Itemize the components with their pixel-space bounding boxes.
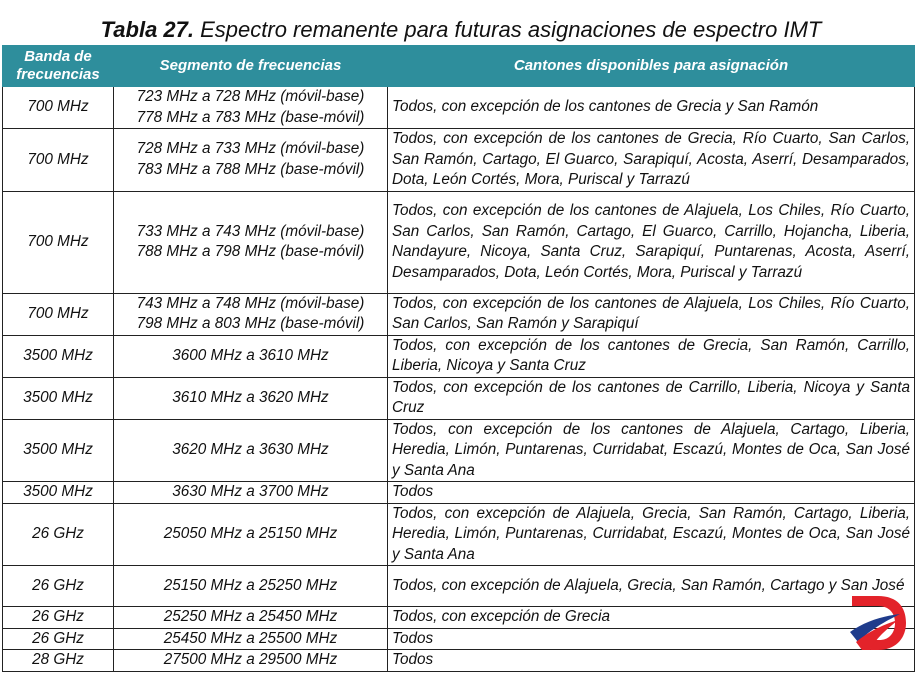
cell-cantones: Todos, con excepción de los cantones de Carrillo, Liberia, Nicoya y Santa Cruz (388, 377, 915, 419)
cell-banda: 26 GHz (3, 628, 114, 650)
cell-segmento (114, 628, 388, 650)
segmento-line: 798 MHz a 803 MHz (base-móvil) (136, 315, 365, 332)
cell-banda: 26 GHz (3, 607, 114, 629)
cell-cantones: Todos, con excepción de los cantones de Alajuela, Los Chiles, Río Cuarto, San Carlos, San Ramón y Sarapiquí (388, 293, 915, 335)
segmento-line: 25250 MHz a 25450 MHz (163, 608, 338, 625)
cell-banda: 3500 MHz (3, 335, 114, 377)
table-row (3, 335, 915, 377)
cell-cantones: Todos (388, 650, 915, 672)
segmento-line: 778 MHz a 783 MHz (base-móvil) (136, 108, 365, 126)
table-row (3, 191, 915, 293)
spectrum-table (2, 45, 915, 672)
table-row (3, 482, 915, 504)
table-row (3, 377, 915, 419)
cell-banda: 3500 MHz (3, 377, 114, 419)
cell-cantones: Todos, con excepción de los cantones de Alajuela, Los Chiles, Río Cuarto, San Carlos, San Ramón, Cartago, El Guarco, Carrillo, Hojancha, Liberia, Nandayure, Nicoya, Santa Cruz, Sarapiquí, Puntarenas, Acosta, Aserrí, Desamparados, Dota, León Cortés, Mora, Puriscal y Tarrazú (388, 191, 915, 293)
cell-segmento (114, 377, 388, 419)
cell-cantones: Todos, con excepción de los cantones de Alajuela, Cartago, Liberia, Heredia, Limón, Puntarenas, Curridabat, Escazú, Montes de Oca, San José y Santa Ana (388, 419, 915, 482)
table-title (0, 17, 922, 43)
cell-banda: 700 MHz (3, 191, 114, 293)
segmento-line: 723 MHz a 728 MHz (móvil-base) (136, 88, 365, 105)
header-cantones: Cantones disponibles para asignación (388, 46, 915, 87)
segmento-line: 783 MHz a 788 MHz (base-móvil) (136, 160, 365, 178)
cell-segmento (114, 419, 388, 482)
segmento-line: 728 MHz a 733 MHz (móvil-base) (136, 140, 365, 158)
cell-segmento (114, 650, 388, 672)
cell-segmento (114, 607, 388, 629)
cell-banda: 26 GHz (3, 503, 114, 566)
table-row (3, 566, 915, 607)
table-row (3, 293, 915, 335)
segmento-line: 733 MHz a 743 MHz (móvil-base) (136, 222, 365, 240)
segmento-line: 3600 MHz a 3610 MHz (172, 346, 329, 364)
header-segmento: Segmento de frecuencias (114, 46, 388, 87)
cell-segmento (114, 293, 388, 335)
segmento-line: 743 MHz a 748 MHz (móvil-base) (136, 294, 365, 312)
segmento-line: 25450 MHz a 25500 MHz (163, 629, 338, 647)
header-banda: Banda de frecuencias (3, 46, 114, 87)
cell-segmento (114, 335, 388, 377)
cell-cantones: Todos, con excepción de Alajuela, Grecia, San Ramón, Cartago, Liberia, Heredia, Limón, Puntarenas, Curridabat, Escazú, Montes de Oca, San José y Santa Ana (388, 503, 915, 566)
cell-cantones: Todos (388, 628, 915, 650)
segmento-line: 27500 MHz a 29500 MHz (163, 651, 338, 668)
table-row (3, 628, 915, 650)
segmento-line: 25050 MHz a 25150 MHz (163, 525, 338, 542)
cell-cantones: Todos, con excepción de los cantones de Grecia, Río Cuarto, San Carlos, San Ramón, Cartago, El Guarco, Sarapiquí, Acosta, Aserrí, Desamparados, Dota, León Cortés, Mora, Puriscal y Tarrazú (388, 129, 915, 192)
segmento-line: 788 MHz a 798 MHz (base-móvil) (136, 243, 365, 260)
cell-cantones: Todos, con excepción de los cantones de Grecia y San Ramón (388, 87, 915, 129)
table-title-text: Espectro remanente para futuras asignaciones de espectro IMT (194, 17, 822, 42)
cell-banda: 700 MHz (3, 129, 114, 192)
cell-segmento (114, 87, 388, 129)
cell-segmento (114, 566, 388, 607)
cell-segmento (114, 503, 388, 566)
table-row (3, 419, 915, 482)
table-row (3, 650, 915, 672)
cell-cantones: Todos (388, 482, 915, 504)
cell-banda: 28 GHz (3, 650, 114, 672)
cell-segmento (114, 482, 388, 504)
cell-segmento (114, 129, 388, 192)
cell-cantones: Todos, con excepción de Alajuela, Grecia, San Ramón, Cartago y San José (388, 566, 915, 607)
segmento-line: 3620 MHz a 3630 MHz (172, 441, 329, 458)
cell-banda: 700 MHz (3, 293, 114, 335)
table-row (3, 607, 915, 629)
cell-banda: 3500 MHz (3, 482, 114, 504)
cell-banda: 3500 MHz (3, 419, 114, 482)
cell-cantones: Todos, con excepción de los cantones de Grecia, San Ramón, Carrillo, Liberia, Nicoya y Santa Cruz (388, 335, 915, 377)
table-row (3, 129, 915, 192)
cell-banda: 26 GHz (3, 566, 114, 607)
segmento-line: 25150 MHz a 25250 MHz (163, 576, 338, 594)
d-logo-icon (848, 592, 910, 654)
table-row (3, 503, 915, 566)
segmento-line: 3630 MHz a 3700 MHz (172, 483, 329, 500)
cell-cantones: Todos, con excepción de Grecia (388, 607, 915, 629)
table-header-row (3, 46, 915, 87)
table-row (3, 87, 915, 129)
table-title-label: Tabla 27. (100, 17, 194, 42)
cell-banda: 700 MHz (3, 87, 114, 129)
segmento-line: 3610 MHz a 3620 MHz (172, 388, 329, 406)
cell-segmento (114, 191, 388, 293)
